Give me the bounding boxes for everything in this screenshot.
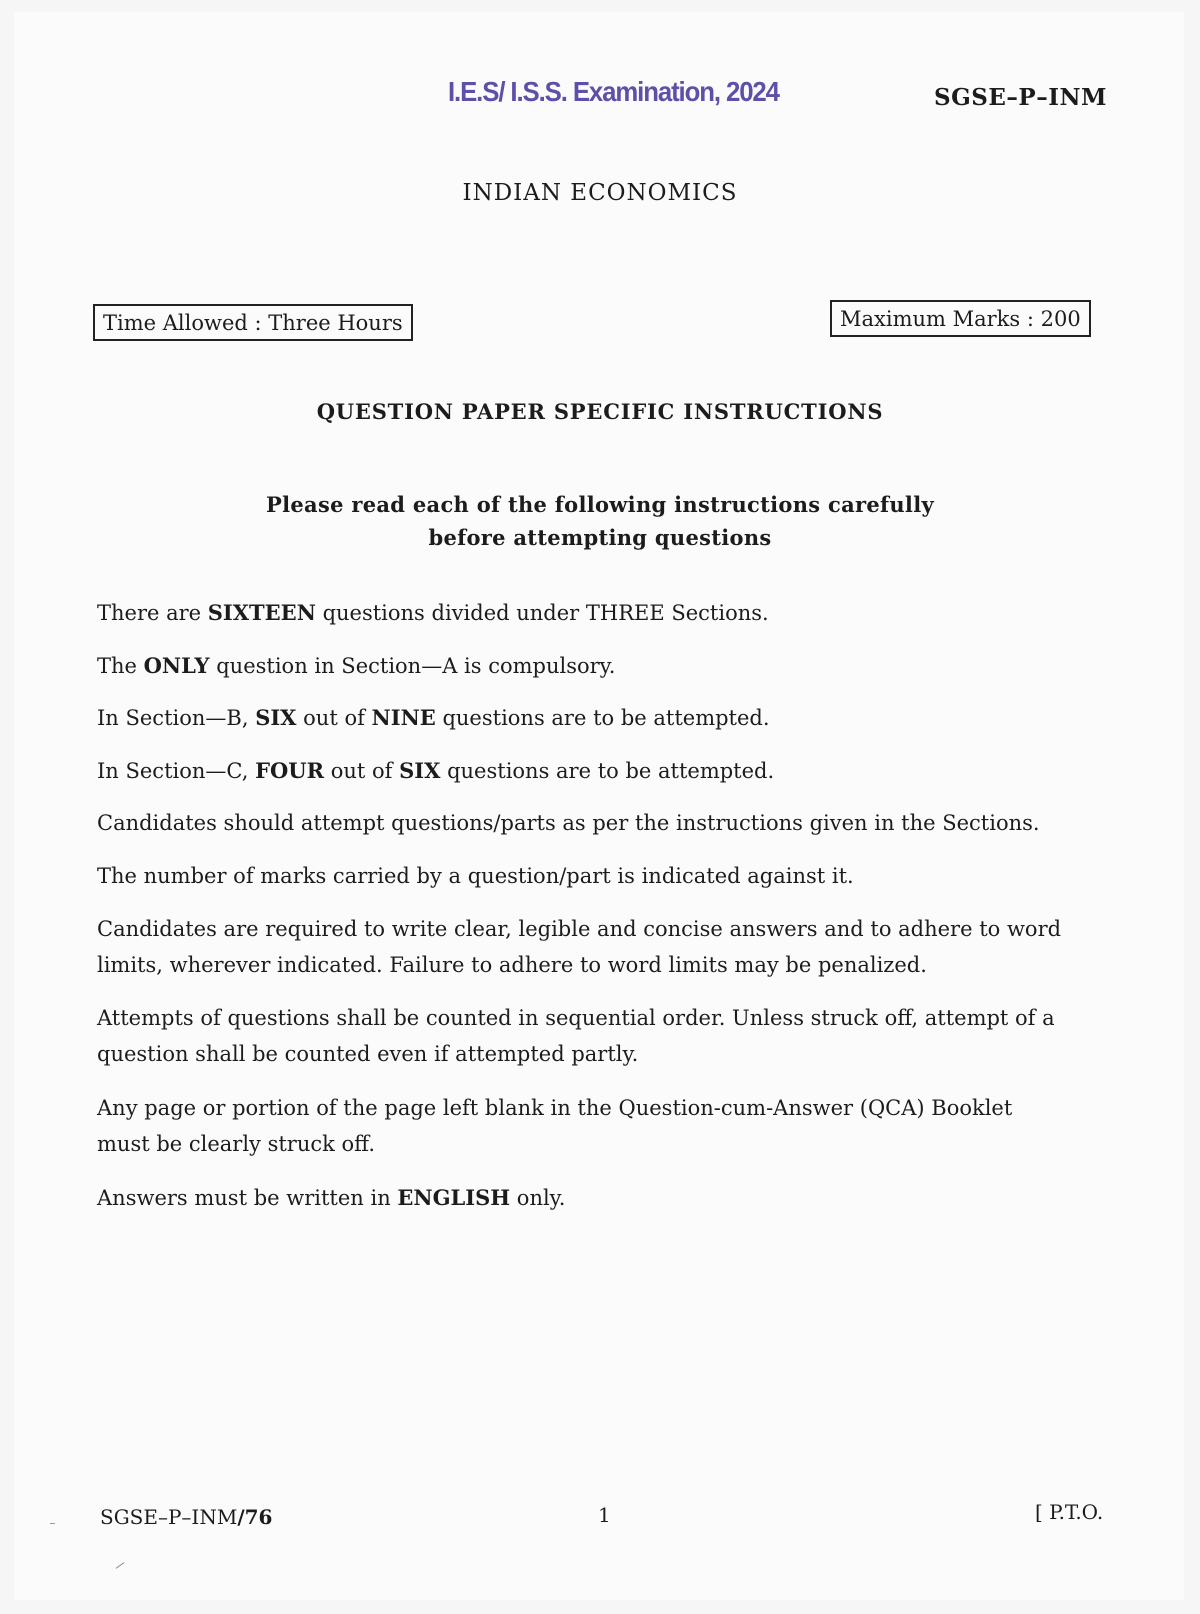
read-carefully-note bbox=[0, 488, 1200, 554]
time-allowed-box: Time Allowed : Three Hours bbox=[93, 304, 413, 341]
instruction-item: In Section—C, FOUR out of SIX questions are to be attempted. bbox=[97, 758, 775, 783]
page-number: 1 bbox=[598, 1503, 611, 1527]
scan-speck bbox=[50, 1523, 55, 1524]
instructions-heading: QUESTION PAPER SPECIFIC INSTRUCTIONS bbox=[316, 399, 884, 424]
instruction-item: There are SIXTEEN questions divided under THREE Sections. bbox=[97, 600, 769, 625]
subject-title: INDIAN ECONOMICS bbox=[462, 180, 738, 206]
instruction-item: The number of marks carried by a question/part is indicated against it. bbox=[97, 864, 854, 888]
instruction-item: Any page or portion of the page left blank in the Question-cum-Answer (QCA) Booklet must be clearly struck off. bbox=[97, 1096, 1013, 1156]
instruction-item: The ONLY question in Section—A is compulsory. bbox=[97, 653, 616, 678]
read-note-line-1: Please read each of the following instructions carefully bbox=[266, 492, 934, 517]
exam-stamp: I.E.S/ I.S.S. Examination, 2024 bbox=[448, 76, 779, 107]
instruction-item: Attempts of questions shall be counted in sequential order. Unless struck off, attempt of a question shall be counted even if attempted partly. bbox=[97, 1006, 1055, 1066]
read-note-line-2: before attempting questions bbox=[428, 525, 772, 550]
instruction-item: Answers must be written in ENGLISH only. bbox=[97, 1185, 566, 1210]
footer-paper-code: SGSE–P–INM/76 bbox=[100, 1505, 273, 1529]
instruction-item: Candidates are required to write clear, legible and concise answers and to adhere to word limits, wherever indicated. Failure to adhere to word limits may be penalized. bbox=[97, 917, 1062, 977]
please-turn-over: [ P.T.O. bbox=[1035, 1500, 1104, 1524]
paper-code: SGSE–P–INM bbox=[934, 84, 1107, 111]
maximum-marks-box: Maximum Marks : 200 bbox=[830, 300, 1091, 337]
instruction-item: Candidates should attempt questions/parts as per the instructions given in the Sections. bbox=[97, 811, 1040, 835]
instruction-item: In Section—B, SIX out of NINE questions are to be attempted. bbox=[97, 705, 770, 730]
